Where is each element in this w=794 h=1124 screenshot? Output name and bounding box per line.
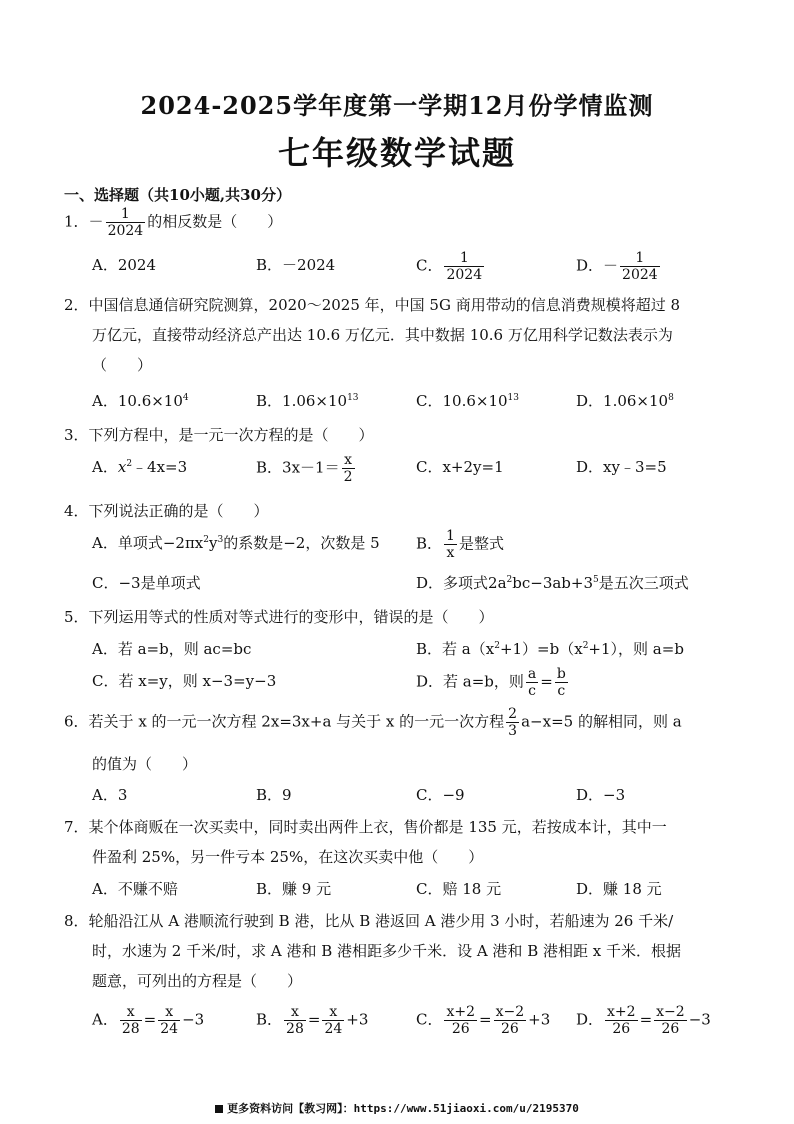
- option-text: bc−3ab+3: [512, 574, 594, 592]
- question-5: [64, 602, 732, 632]
- fraction: [620, 250, 660, 283]
- option-c: C．−9: [416, 786, 465, 804]
- option-b: [256, 1004, 368, 1037]
- exam-title-line2: 七年级数学试题: [277, 134, 516, 172]
- option-c: [416, 1004, 550, 1037]
- numerator: x: [342, 452, 355, 469]
- q4-options-row2: [92, 568, 732, 598]
- numerator: b: [556, 666, 566, 682]
- denominator: 28: [286, 1021, 304, 1037]
- fraction: [444, 528, 457, 561]
- question-number: 5．: [64, 608, 89, 626]
- exponent: 2: [582, 641, 589, 651]
- question-6: [64, 706, 732, 779]
- exponent: 2: [126, 459, 133, 469]
- denominator: 3: [508, 723, 518, 739]
- q5-options-row1: [92, 634, 732, 664]
- denominator: 26: [612, 1021, 631, 1037]
- question-stem-line1: 中国信息通信研究院测算，2020～2025 年，中国 5G 商用带动的信息消费规模将超过 8: [88, 296, 681, 314]
- option-d: [576, 1004, 711, 1037]
- option-text: 是五次三项式: [598, 574, 689, 592]
- exponent: 5: [593, 575, 599, 585]
- option-c: C．x+2y=1: [416, 458, 504, 476]
- denominator: 26: [451, 1021, 470, 1037]
- option-text: B．1.06×10: [256, 392, 348, 410]
- option-text: +3: [528, 1010, 551, 1029]
- question-stem-line3: 题意，可列出的方程是（ ）: [92, 972, 303, 990]
- option-d: D．赚 18 元: [576, 880, 662, 898]
- option-text: D．若 a=b，则: [416, 672, 524, 691]
- section-heading: 一、选择题（共10小题,共30分）: [64, 186, 291, 204]
- fraction: [506, 706, 519, 739]
- fraction: [284, 1004, 306, 1037]
- q8-options: [92, 1004, 732, 1037]
- numerator: x−2: [495, 1004, 525, 1020]
- option-text: 3x－1＝: [282, 458, 340, 477]
- fraction: [444, 1004, 477, 1037]
- option-label: B．: [256, 1010, 283, 1029]
- option-b: [256, 386, 359, 416]
- option-c: C．赔 18 元: [416, 880, 502, 898]
- option-text: y: [209, 534, 218, 552]
- question-4: [64, 496, 732, 526]
- q1-options: [92, 250, 732, 283]
- option-d: [576, 250, 662, 283]
- question-stem: 下列方程中，是一元一次方程的是（ ）: [88, 426, 374, 444]
- option-a: [92, 528, 380, 558]
- question-stem: 的相反数是（ ）: [147, 212, 283, 231]
- option-text: +1）=b（x: [499, 640, 583, 658]
- option-c: [416, 386, 519, 416]
- option-text: 的系数是−2，次数是 5: [223, 534, 380, 552]
- exponent: 2: [506, 575, 513, 585]
- fraction: [654, 1004, 687, 1037]
- q4-options-row1: [92, 528, 732, 561]
- fraction: [444, 250, 484, 283]
- denominator: 24: [324, 1021, 343, 1037]
- option-label: C．: [416, 1010, 443, 1029]
- denominator: c: [557, 683, 566, 699]
- question-stem: 若关于 x 的一元一次方程 2x=3x+a 与关于 x 的一元一次方程: [88, 712, 505, 731]
- equals-sign: =: [540, 672, 553, 691]
- question-stem: 下列运用等式的性质对等式进行的变形中，错误的是（ ）: [88, 608, 494, 626]
- exponent: 13: [507, 393, 519, 403]
- option-label: A．: [92, 458, 118, 476]
- option-a: A．3: [92, 786, 128, 804]
- denominator: 2024: [107, 223, 144, 239]
- fraction: [555, 666, 568, 699]
- q6-options: [92, 780, 732, 810]
- fraction: [120, 1004, 142, 1037]
- exponent: 8: [668, 393, 674, 403]
- q5-options-row2: [92, 666, 732, 699]
- option-text: ﹣4x=3: [132, 458, 188, 476]
- numerator: 1: [444, 250, 484, 267]
- option-label: B．: [416, 534, 443, 553]
- question-7: [64, 812, 732, 872]
- option-text: A．单项式−2πx: [92, 534, 204, 552]
- fraction: [605, 1004, 638, 1037]
- denominator: 2: [343, 469, 353, 485]
- option-d: [416, 666, 570, 699]
- question-number: 6．: [64, 712, 89, 731]
- question-number: 7．: [64, 818, 89, 836]
- exponent: 13: [347, 393, 359, 403]
- option-text: −3: [182, 1010, 205, 1029]
- option-c: [416, 250, 486, 283]
- question-2: [64, 290, 732, 380]
- flag-icon: [215, 1105, 223, 1113]
- option-a: [92, 386, 189, 416]
- question-stem-line2: 件盈利 25%，另一件亏本 25%，在这次买卖中他（ ）: [92, 848, 484, 866]
- equals-sign: =: [143, 1010, 157, 1029]
- question-number: 2．: [64, 296, 89, 314]
- minus-sign: －: [88, 212, 104, 231]
- numerator: x+2: [446, 1004, 476, 1020]
- option-a: A．不赚不赔: [92, 880, 178, 898]
- denominator: 24: [160, 1021, 179, 1037]
- denominator: 2024: [446, 267, 483, 283]
- numerator: 2: [508, 706, 518, 722]
- numerator: x: [284, 1004, 306, 1021]
- option-text: +3: [346, 1010, 369, 1029]
- question-stem: 下列说法正确的是（ ）: [88, 502, 269, 520]
- option-text: B．若 a（x: [416, 640, 495, 658]
- exam-title-line1: 2024-2025学年度第一学期12月份学情监测: [140, 91, 654, 120]
- option-d: [416, 568, 689, 598]
- question-stem-line1: 某个体商贩在一次买卖中，同时卖出两件上衣，售价都是 135 元，若按成本计，其中一: [88, 818, 667, 836]
- option-label: C．: [416, 256, 443, 275]
- option-b: [416, 634, 684, 664]
- question-number: 1．: [64, 212, 89, 231]
- option-text: A．10.6×10: [92, 392, 183, 410]
- question-stem-line1: 轮船沿江从 A 港顺流行驶到 B 港，比从 B 港返回 A 港少用 3 小时，若船速为 26 千米/: [88, 912, 674, 930]
- option-label: D．－: [576, 256, 619, 275]
- q7-options: [92, 874, 732, 904]
- numerator: 1: [446, 528, 455, 544]
- fraction: [494, 1004, 527, 1037]
- footer-link[interactable]: 更多资料访问【教习网】：https://www.51jiaoxi.com/u/2195370: [227, 1102, 579, 1115]
- fraction: [106, 206, 146, 239]
- numerator: x: [120, 1004, 142, 1021]
- numerator: x+2: [607, 1004, 636, 1020]
- fraction: [342, 452, 355, 485]
- question-8: [64, 906, 732, 996]
- option-b: [256, 452, 357, 485]
- question-number: 4．: [64, 502, 89, 520]
- fraction: [322, 1004, 344, 1037]
- exponent: 2: [494, 641, 500, 651]
- exponent: 3: [217, 535, 224, 545]
- numerator: a: [527, 666, 537, 682]
- option-a: [92, 1004, 204, 1037]
- denominator: x: [446, 545, 455, 561]
- question-3: [64, 420, 732, 450]
- option-d: D．xy﹣3=5: [576, 458, 667, 476]
- question-stem-line2: 万亿元，直接带动经济总产出达 10.6 万亿元．其中数据 10.6 万亿用科学记数法表示为: [92, 326, 673, 344]
- equals-sign: =: [307, 1010, 321, 1029]
- fraction: [526, 666, 538, 699]
- question-number: 3．: [64, 426, 89, 444]
- option-c: C．−3是单项式: [92, 574, 201, 592]
- question-stem-line3: （ ）: [92, 356, 153, 374]
- numerator: x: [322, 1004, 344, 1021]
- numerator: 1: [620, 250, 660, 267]
- option-label: D．: [576, 1010, 604, 1029]
- option-a: [92, 452, 187, 482]
- option-text: −3: [688, 1010, 711, 1029]
- option-text: C．10.6×10: [416, 392, 508, 410]
- denominator: 26: [661, 1021, 680, 1037]
- q3-options: [92, 452, 732, 485]
- exponent: 2: [203, 535, 209, 545]
- numerator: x−2: [656, 1004, 685, 1020]
- option-b: B．赚 9 元: [256, 880, 332, 898]
- exponent: 4: [182, 393, 189, 403]
- option-text: +1），则 a=b: [588, 640, 684, 658]
- option-label: B．: [256, 458, 283, 477]
- question-stem-line2: 时，水速为 2 千米/时，求 A 港和 B 港相距多少千米．设 A 港和 B 港相距 x 千米．根据: [92, 942, 681, 960]
- question-stem-line2: 的值为（ ）: [92, 755, 198, 773]
- option-a: A．若 a=b，则 ac=bc: [92, 640, 252, 658]
- option-d: D．−3: [576, 786, 626, 804]
- option-c: C．若 x=y，则 x−3=y−3: [92, 672, 277, 690]
- question-stem: a−x=5 的解相同，则 a: [521, 712, 682, 731]
- fraction: [158, 1004, 180, 1037]
- question-number: 8．: [64, 912, 89, 930]
- option-text: D．1.06×10: [576, 392, 669, 410]
- denominator: 2024: [622, 267, 658, 283]
- variable: x: [117, 458, 127, 476]
- option-b: B．9: [256, 786, 292, 804]
- question-1: [64, 206, 732, 239]
- denominator: 28: [121, 1021, 140, 1037]
- option-text: 是整式: [458, 534, 504, 553]
- numerator: x: [158, 1004, 180, 1021]
- numerator: 1: [106, 206, 146, 223]
- option-a: A．2024: [92, 256, 157, 274]
- denominator: c: [528, 683, 537, 699]
- option-b: [416, 528, 504, 561]
- option-b: B．－2024: [256, 256, 336, 274]
- equals-sign: =: [479, 1010, 492, 1029]
- q2-options: [92, 386, 732, 416]
- option-text: D．多项式2a: [416, 574, 507, 592]
- equals-sign: =: [639, 1010, 653, 1029]
- option-d: [576, 386, 674, 416]
- option-label: A．: [92, 1010, 118, 1029]
- footer: [0, 1100, 794, 1116]
- denominator: 26: [500, 1021, 519, 1037]
